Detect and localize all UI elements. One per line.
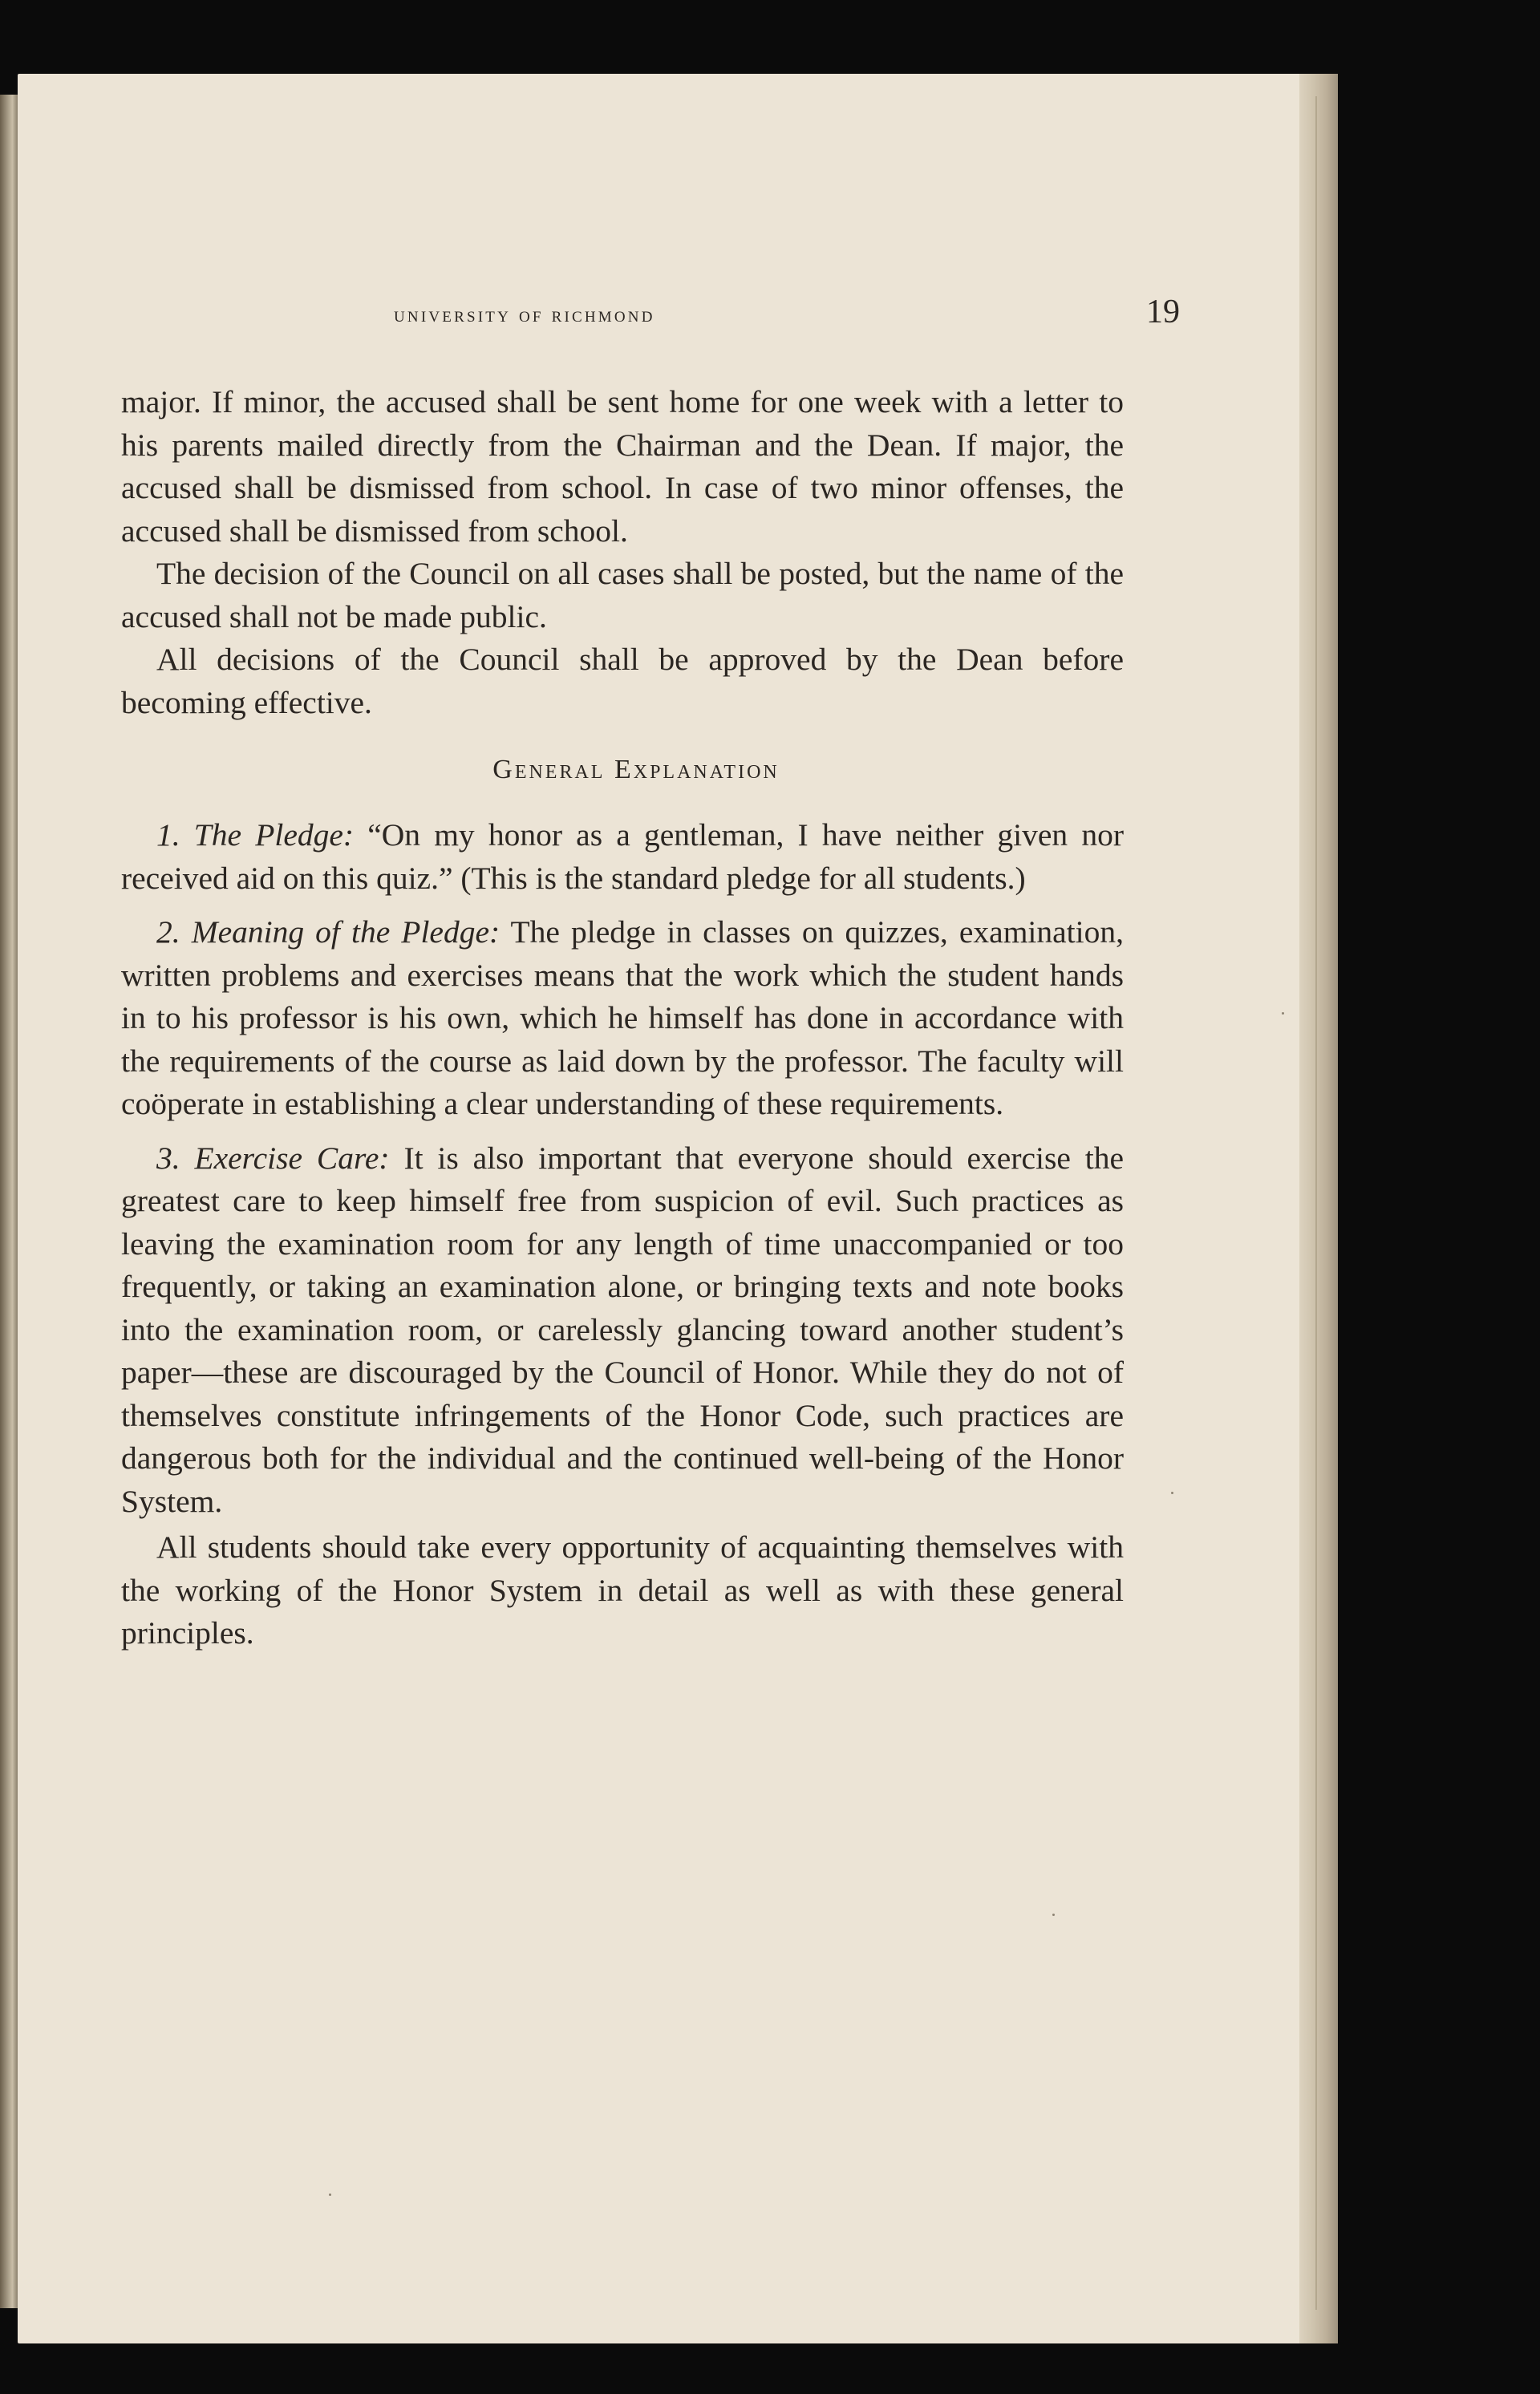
previous-page-edge xyxy=(0,95,18,2308)
item-meaning-of-pledge xyxy=(121,911,1124,1126)
paragraph-closing: All students should take every opportunity of acquainting themselves with the working of the Honor System in detail as well as with these general principles. xyxy=(121,1529,1124,1651)
paper-speck xyxy=(1282,1012,1284,1015)
item-exercise-care-term: 3. Exercise Care: xyxy=(156,1140,390,1176)
item-meaning-text: The pledge in classes on quizzes, examination, written problems and exercises means that the work which the student hands in to his professor is his own, which he himself has done in accordance with the requirements of the course as laid down by the professor. The faculty will coöperate in establishing a clear understanding of these requirements. xyxy=(121,914,1125,1121)
paper-speck xyxy=(329,2193,331,2196)
paragraph-decision-posted: The decision of the Council on all cases shall be posted, but the name of the accused shall not be made public. xyxy=(121,556,1124,634)
paper-speck xyxy=(1052,1914,1055,1916)
running-head-title: university of richmond xyxy=(394,302,655,326)
item-pledge xyxy=(121,814,1124,900)
section-heading: General Explanation xyxy=(492,755,780,784)
paragraph-dean-approval: All decisions of the Council shall be approved by the Dean before becoming effective. xyxy=(121,642,1124,720)
running-head xyxy=(121,293,1180,341)
paper-speck xyxy=(1171,1492,1173,1494)
item-pledge-text: “On my honor as a gentleman, I have neither given nor received aid on this quiz.” (This is the standard pledge for all students.) xyxy=(121,817,1124,896)
page-edge-line xyxy=(1315,96,1317,2310)
item-exercise-care xyxy=(121,1137,1124,1524)
paragraph-continuation: major. If minor, the accused shall be sent home for one week with a letter to his parents mailed directly from the Chairman and the Dean. If major, the accused shall be dismissed from school. In case of two minor offenses, the accused shall be dismissed from school. xyxy=(121,384,1124,549)
page-text xyxy=(121,293,1180,1655)
page-stack-edge xyxy=(1299,74,1338,2343)
item-pledge-term: 1. The Pledge: xyxy=(156,817,355,853)
item-meaning-term: 2. Meaning of the Pledge: xyxy=(156,914,500,950)
page-number: 19 xyxy=(1146,294,1180,330)
item-exercise-care-text: It is also important that everyone should exercise the greatest care to keep himself free from suspicion of evil. Such practices as leaving the examination room for any length of time unaccompanied or too frequently, or taking an examination alone, or bringing texts and note books into the examination room, or carelessly glancing toward another student’s paper—these are discouraged by the Council of Honor. While they do not of themselves constitute infringements of the Honor Code, such practices are dangerous both for the individual and the continued well-being of the Honor System. xyxy=(121,1140,1125,1519)
